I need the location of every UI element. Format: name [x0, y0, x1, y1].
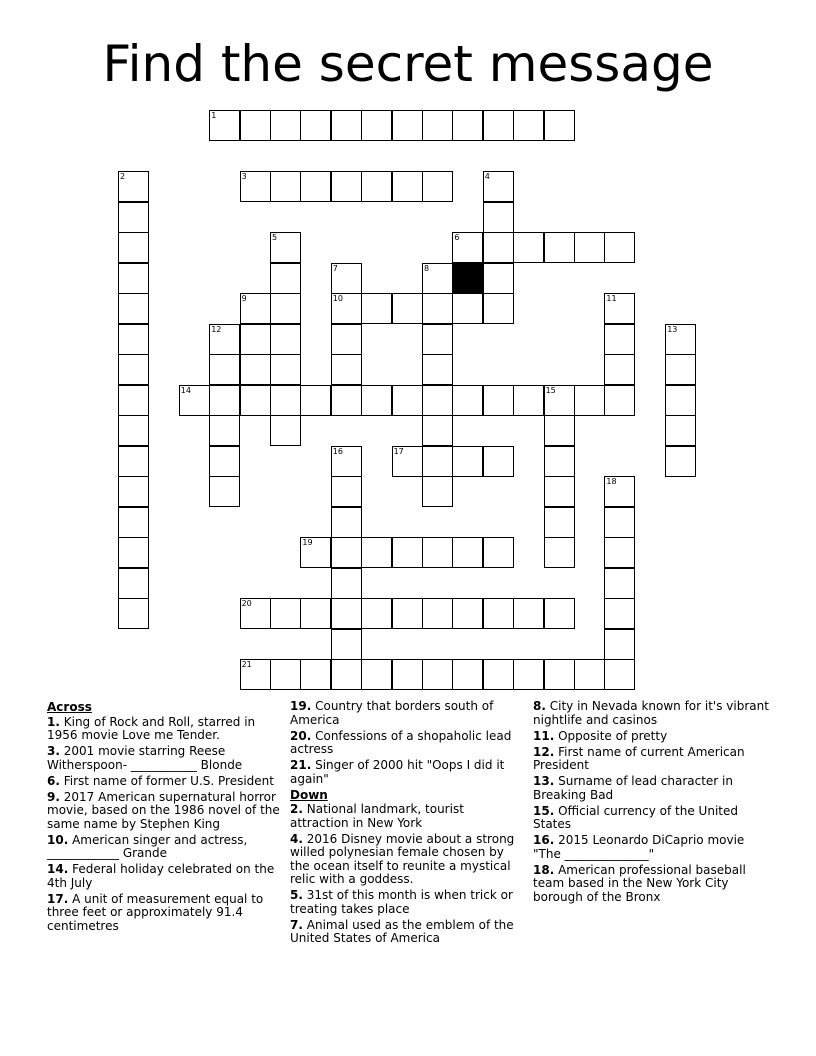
grid-cell[interactable] — [118, 568, 149, 599]
across-clue — [290, 759, 526, 786]
clue-number: 4. — [290, 831, 303, 846]
clue-column-3 — [533, 700, 769, 907]
grid-cell[interactable] — [604, 598, 635, 629]
grid-cell[interactable] — [118, 385, 149, 416]
grid-cell[interactable] — [240, 110, 271, 141]
grid-cell[interactable] — [483, 446, 514, 477]
grid-cell[interactable] — [331, 507, 362, 538]
grid-cell[interactable] — [300, 537, 331, 568]
grid-cell[interactable] — [392, 293, 423, 324]
grid-cell[interactable] — [422, 659, 453, 690]
grid-cell[interactable] — [331, 354, 362, 385]
clue-text: 2015 Leonardo DiCaprio movie "The ______________" — [533, 833, 745, 861]
grid-cell[interactable] — [361, 659, 392, 690]
grid-cell[interactable] — [483, 537, 514, 568]
cell-number: 4 — [484, 172, 490, 181]
grid-cell[interactable] — [392, 598, 423, 629]
down-clue — [290, 889, 526, 916]
down-clue — [290, 833, 526, 887]
grid-cell[interactable] — [270, 415, 301, 446]
grid-cell[interactable] — [604, 629, 635, 660]
cell-number: 7 — [332, 263, 338, 273]
grid-cell[interactable] — [331, 598, 362, 629]
grid-cell[interactable] — [483, 659, 514, 690]
cell-number: 5 — [272, 233, 278, 242]
grid-cell[interactable] — [422, 415, 453, 446]
cell-number: 20 — [241, 599, 252, 608]
clue-number: 12. — [533, 744, 555, 759]
clue-text: First name of former U.S. President — [63, 773, 274, 788]
grid-cell[interactable] — [179, 385, 210, 416]
page-title: Find the secret message — [102, 35, 714, 93]
down-clue-list-1 — [290, 803, 526, 946]
grid-cell[interactable] — [118, 354, 149, 385]
grid-cell[interactable] — [574, 232, 605, 263]
clue-number: 9. — [47, 789, 60, 804]
clue-number: 2. — [290, 802, 303, 816]
grid-cell[interactable] — [361, 598, 392, 629]
clue-text: Federal holiday celebrated on the 4th July — [47, 862, 275, 890]
grid-cell[interactable] — [392, 171, 423, 202]
grid-cell[interactable] — [392, 659, 423, 690]
grid-cell[interactable] — [270, 293, 301, 324]
grid-cell[interactable] — [118, 293, 149, 324]
across-clue — [47, 716, 283, 743]
grid-cell[interactable] — [422, 324, 453, 355]
grid-cell[interactable] — [544, 385, 575, 416]
cell-number: 2 — [120, 172, 126, 181]
grid-cell[interactable] — [665, 446, 696, 477]
grid-cell[interactable] — [452, 232, 483, 263]
grid-cell[interactable] — [118, 446, 149, 477]
across-clue — [47, 745, 283, 772]
grid-cell[interactable] — [422, 385, 453, 416]
grid-cell[interactable] — [240, 385, 271, 416]
grid-cell[interactable] — [118, 415, 149, 446]
grid-cell[interactable] — [209, 324, 240, 355]
grid-cell[interactable] — [604, 568, 635, 599]
clue-text: National landmark, tourist attraction in New York — [290, 802, 464, 830]
grid-cell[interactable] — [270, 354, 301, 385]
grid-cell[interactable] — [331, 476, 362, 507]
cell-number: 16 — [332, 446, 343, 456]
grid-cell[interactable] — [118, 537, 149, 568]
grid-cell[interactable] — [604, 537, 635, 568]
down-clue-list-2 — [533, 700, 769, 904]
across-clue-list-1 — [47, 716, 283, 934]
grid-cell[interactable] — [209, 354, 240, 385]
clue-text: Singer of 2000 hit "Oops I did it again" — [290, 758, 505, 786]
grid-cell[interactable] — [331, 324, 362, 355]
grid-cell[interactable] — [361, 293, 392, 324]
grid-cell[interactable] — [574, 385, 605, 416]
clue-number: 7. — [290, 917, 303, 932]
cell-number: 6 — [454, 233, 460, 242]
grid-cell[interactable] — [300, 110, 331, 141]
grid-cell[interactable] — [240, 659, 271, 690]
grid-cell[interactable] — [270, 171, 301, 202]
grid-cell[interactable] — [483, 171, 514, 202]
clue-text: American professional baseball team based in the New York City borough of the Bronx — [533, 862, 746, 904]
cell-number: 18 — [606, 477, 617, 486]
clue-column-1 — [47, 700, 283, 936]
grid-cell[interactable] — [665, 415, 696, 446]
clue-number: 18. — [533, 862, 555, 877]
cell-number: 11 — [606, 294, 617, 303]
grid-cell[interactable] — [300, 659, 331, 690]
cell-number: 3 — [241, 172, 247, 181]
clue-text: Confessions of a shopaholic lead actress — [290, 728, 512, 756]
grid-cell[interactable] — [118, 232, 149, 263]
grid-cell[interactable] — [331, 171, 362, 202]
clue-column-2 — [290, 700, 526, 948]
grid-cell[interactable] — [392, 385, 423, 416]
grid-cell[interactable] — [240, 293, 271, 324]
grid-cell[interactable] — [604, 476, 635, 507]
grid-cell[interactable] — [604, 507, 635, 538]
clue-number: 6. — [47, 773, 60, 788]
clue-text: Official currency of the United States — [533, 803, 738, 831]
clue-text: Animal used as the emblem of the United States of America — [290, 917, 514, 945]
clue-text: 2017 American supernatural horror movie, based on the 1986 novel of the same name by Stephen King — [47, 789, 280, 831]
grid-cell[interactable] — [665, 324, 696, 355]
grid-cell[interactable] — [604, 659, 635, 690]
grid-cell[interactable] — [270, 263, 301, 294]
grid-cell[interactable] — [422, 110, 453, 141]
grid-cell[interactable] — [452, 446, 483, 477]
grid-cell[interactable] — [665, 354, 696, 385]
clue-number: 11. — [533, 728, 555, 743]
grid-cell[interactable] — [574, 659, 605, 690]
grid-cell[interactable] — [118, 263, 149, 294]
clue-text: 2001 movie starring Reese Witherspoon- ___________ Blonde — [47, 744, 243, 772]
grid-cell[interactable] — [300, 598, 331, 629]
grid-cell[interactable] — [270, 385, 301, 416]
across-clue — [290, 730, 526, 757]
grid-cell[interactable] — [513, 598, 544, 629]
grid-cell[interactable] — [422, 354, 453, 385]
grid-cell[interactable] — [544, 537, 575, 568]
grid-cell[interactable] — [331, 385, 362, 416]
grid-cell[interactable] — [483, 293, 514, 324]
grid-cell[interactable] — [331, 110, 362, 141]
grid-cell[interactable] — [544, 232, 575, 263]
grid-cell[interactable] — [118, 324, 149, 355]
cell-number: 19 — [302, 538, 313, 547]
grid-cell[interactable] — [604, 232, 635, 263]
clue-number: 8. — [533, 699, 546, 713]
grid-cell[interactable] — [513, 385, 544, 416]
clue-text: 31st of this month is when trick or treating takes place — [290, 888, 513, 916]
grid-cell[interactable] — [240, 171, 271, 202]
down-clue — [290, 803, 526, 830]
grid-cell[interactable] — [452, 110, 483, 141]
across-clue — [290, 700, 526, 727]
clue-text: A unit of measurement equal to three feet or approximately 91.4 centimetres — [47, 891, 264, 933]
grid-cell[interactable] — [209, 110, 240, 141]
grid-cell[interactable] — [270, 598, 301, 629]
clue-number: 21. — [290, 758, 312, 772]
clue-number: 20. — [290, 728, 312, 743]
grid-cell[interactable] — [300, 385, 331, 416]
cell-number: 8 — [424, 263, 430, 273]
across-clue-list-2 — [290, 700, 526, 786]
grid-cell[interactable] — [544, 598, 575, 629]
grid-cell[interactable] — [209, 476, 240, 507]
clue-text: 2016 Disney movie about a strong willed polynesian female chosen by the ocean itself to reunite a mystical relic with a goddess. — [290, 831, 515, 886]
across-clue — [47, 834, 283, 861]
grid-cell[interactable] — [331, 293, 362, 324]
grid-cell[interactable] — [483, 263, 514, 294]
grid-cell[interactable] — [452, 598, 483, 629]
grid-cell[interactable] — [300, 171, 331, 202]
across-clue — [47, 775, 283, 789]
grid-cell[interactable] — [270, 659, 301, 690]
grid-cell[interactable] — [604, 385, 635, 416]
grid-cell[interactable] — [665, 385, 696, 416]
across-clue — [47, 863, 283, 890]
clue-text: American singer and actress, ____________ Grande — [47, 832, 248, 860]
down-clue — [533, 864, 769, 905]
cell-number: 21 — [241, 660, 252, 669]
grid-cell[interactable] — [452, 385, 483, 416]
clue-number: 17. — [47, 891, 69, 906]
grid-cell[interactable] — [604, 324, 635, 355]
grid-cell[interactable] — [544, 446, 575, 477]
down-clue — [533, 805, 769, 832]
grid-cell[interactable] — [118, 507, 149, 538]
grid-cell[interactable] — [544, 415, 575, 446]
grid-cell[interactable] — [331, 568, 362, 599]
cell-number: 15 — [545, 385, 556, 395]
grid-cell[interactable] — [118, 476, 149, 507]
clue-text: Country that borders south of America — [290, 699, 494, 727]
down-heading: Down — [290, 787, 328, 802]
grid-cell[interactable] — [422, 446, 453, 477]
grid-cell[interactable] — [209, 446, 240, 477]
cell-number: 12 — [211, 324, 222, 334]
black-square — [452, 263, 483, 294]
across-clue — [47, 791, 283, 832]
clue-text: King of Rock and Roll, starred in 1956 movie Love me Tender. — [47, 714, 256, 742]
cell-number: 10 — [332, 294, 343, 303]
grid-cell[interactable] — [483, 110, 514, 141]
down-clue — [533, 775, 769, 802]
grid-cell[interactable] — [513, 659, 544, 690]
grid-cell[interactable] — [270, 324, 301, 355]
clue-number: 10. — [47, 832, 69, 847]
grid-cell[interactable] — [118, 171, 149, 202]
cell-number: 9 — [241, 294, 247, 303]
grid-cell[interactable] — [544, 476, 575, 507]
cell-number: 17 — [393, 446, 404, 456]
grid-cell[interactable] — [604, 354, 635, 385]
down-clue — [533, 700, 769, 727]
grid-cell[interactable] — [452, 537, 483, 568]
grid-cell[interactable] — [422, 537, 453, 568]
grid-cell[interactable] — [422, 263, 453, 294]
down-clue — [290, 919, 526, 946]
grid-cell[interactable] — [483, 385, 514, 416]
grid-cell[interactable] — [118, 598, 149, 629]
clue-number: 13. — [533, 774, 555, 788]
grid-cell[interactable] — [361, 110, 392, 141]
grid-cell[interactable] — [483, 232, 514, 263]
cell-number: 13 — [667, 324, 678, 334]
grid-cell[interactable] — [513, 110, 544, 141]
grid-cell[interactable] — [240, 598, 271, 629]
clue-text: City in Nevada known for it's vibrant nightlife and casinos — [533, 699, 769, 727]
grid-cell[interactable] — [452, 659, 483, 690]
grid-cell[interactable] — [331, 659, 362, 690]
grid-cell[interactable] — [513, 232, 544, 263]
grid-cell[interactable] — [483, 202, 514, 233]
grid-cell[interactable] — [331, 446, 362, 477]
across-heading: Across — [47, 700, 92, 714]
grid-cell[interactable] — [604, 293, 635, 324]
grid-cell[interactable] — [392, 446, 423, 477]
clue-number: 5. — [290, 888, 303, 902]
grid-cell[interactable] — [209, 385, 240, 416]
grid-cell[interactable] — [544, 507, 575, 538]
across-clue — [47, 893, 283, 934]
grid-cell[interactable] — [240, 324, 271, 355]
clue-number: 14. — [47, 862, 69, 876]
cell-number: 14 — [180, 385, 191, 395]
grid-cell[interactable] — [483, 598, 514, 629]
grid-cell[interactable] — [361, 385, 392, 416]
grid-cell[interactable] — [452, 293, 483, 324]
clue-number: 3. — [47, 744, 60, 758]
grid-cell[interactable] — [331, 629, 362, 660]
grid-cell[interactable] — [422, 476, 453, 507]
down-clue — [533, 746, 769, 773]
grid-cell[interactable] — [422, 598, 453, 629]
grid-cell[interactable] — [331, 263, 362, 294]
clue-number: 16. — [533, 833, 555, 847]
clue-text: Opposite of pretty — [558, 728, 668, 743]
grid-cell[interactable] — [422, 171, 453, 202]
grid-cell[interactable] — [270, 110, 301, 141]
cell-number: 1 — [211, 111, 217, 120]
grid-cell[interactable] — [392, 110, 423, 141]
down-clue — [533, 730, 769, 744]
grid-cell[interactable] — [240, 354, 271, 385]
grid-cell[interactable] — [422, 293, 453, 324]
clue-text: Surname of lead character in Breaking Bad — [533, 774, 733, 802]
grid-cell[interactable] — [544, 659, 575, 690]
clue-number: 1. — [47, 714, 60, 729]
clue-number: 19. — [290, 699, 312, 713]
grid-cell[interactable] — [392, 537, 423, 568]
grid-cell[interactable] — [270, 232, 301, 263]
grid-cell[interactable] — [331, 537, 362, 568]
grid-cell[interactable] — [361, 537, 392, 568]
clue-number: 15. — [533, 803, 555, 818]
clue-text: First name of current American President — [533, 744, 745, 772]
grid-cell[interactable] — [118, 202, 149, 233]
grid-cell[interactable] — [209, 415, 240, 446]
grid-cell[interactable] — [361, 171, 392, 202]
grid-cell[interactable] — [544, 110, 575, 141]
down-clue — [533, 834, 769, 861]
